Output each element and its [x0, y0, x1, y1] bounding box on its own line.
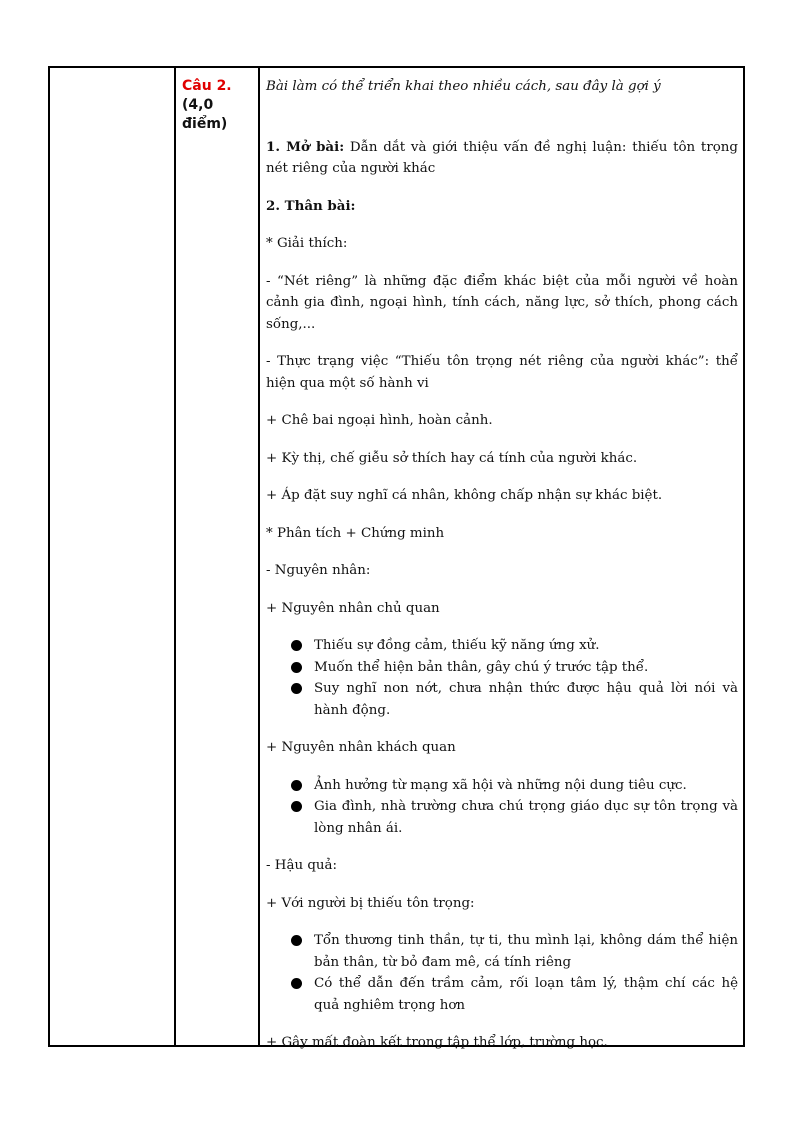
- phan-tich-heading: * Phân tích + Chứng minh: [266, 525, 445, 541]
- net-rieng-definition: - “Nét riêng” là những đặc điểm khác biệt của mỗi người về hoàn cảnh gia đình, ngoại hình, tính cách, năng lực, sở thích, phong cách sống,...: [266, 273, 738, 332]
- khach-quan-heading: + Nguyên nhân khách quan: [266, 740, 456, 755]
- mat-doan-ket: + Gây mất đoàn kết trong tập thể lớp, trường học.: [266, 1035, 608, 1050]
- hanh-vi-item: + Chê bai ngoại hình, hoàn cảnh.: [266, 413, 493, 428]
- khach-quan-list: [266, 775, 738, 840]
- list-item-text: Thiếu sự đồng cảm, thiếu kỹ năng ứng xử.: [314, 638, 600, 653]
- voi-nguoi-list: [266, 930, 738, 1016]
- hanh-vi-item: + Áp đặt suy nghĩ cá nhân, không chấp nhận sự khác biệt.: [266, 488, 663, 503]
- list-item-text: Tổn thương tinh thần, tự ti, thu mình lại, không dám thể hiện bản thân, từ bỏ đam mê, cá tính riêng: [314, 933, 738, 970]
- bullet-icon: [291, 780, 302, 791]
- mo-bai-text: Dẫn dắt và giới thiệu vấn đề nghị luận: thiếu tôn trọng nét riêng của người khác: [266, 139, 738, 176]
- mo-bai: [266, 137, 738, 180]
- bullet-icon: [291, 801, 302, 812]
- list-item-text: Có thể dẫn đến trầm cảm, rối loạn tâm lý, thậm chí các hệ quả nghiêm trọng hơn: [314, 976, 738, 1013]
- answer-cell: [266, 76, 738, 1054]
- than-bai-heading: [266, 196, 738, 218]
- list-item: [266, 973, 738, 1016]
- column-divider: [258, 68, 260, 1045]
- question-points: (4,0: [182, 97, 214, 113]
- list-item-text: Muốn thể hiện bản thân, gây chú ý trước tập thể.: [314, 659, 649, 675]
- thuc-trang: - Thực trạng việc “Thiếu tôn trọng nét riêng của người khác”: thể hiện qua một số hành vi: [266, 354, 738, 391]
- list-item-text: Suy nghĩ non nớt, chưa nhận thức được hậu quả lời nói và hành động.: [314, 681, 738, 718]
- bullet-icon: [291, 640, 302, 651]
- column-divider: [174, 68, 176, 1045]
- question-points-unit: điểm): [182, 116, 228, 132]
- question-number: Câu 2.: [182, 78, 232, 94]
- list-item: [266, 678, 738, 721]
- list-item: [266, 635, 738, 657]
- nguyen-nhan-heading: - Nguyên nhân:: [266, 563, 371, 578]
- mo-bai-label: 1. Mở bài:: [266, 138, 345, 155]
- list-item-text: Ảnh hưởng từ mạng xã hội và những nội dung tiêu cực.: [314, 777, 687, 793]
- intro-text: Bài làm có thể triển khai theo nhiều cách, sau đây là gợi ý: [266, 79, 661, 94]
- giai-thich-heading: * Giải thích:: [266, 236, 348, 251]
- list-item: [266, 657, 738, 679]
- than-bai-label: 2. Thân bài:: [266, 197, 356, 214]
- chu-quan-list: [266, 635, 738, 721]
- hanh-vi-item: + Kỳ thị, chế giễu sở thích hay cá tính của người khác.: [266, 450, 638, 466]
- bullet-icon: [291, 662, 302, 673]
- chu-quan-heading: + Nguyên nhân chủ quan: [266, 600, 440, 616]
- list-item: [266, 796, 738, 839]
- bullet-icon: [291, 935, 302, 946]
- voi-nguoi-heading: + Với người bị thiếu tôn trọng:: [266, 895, 475, 911]
- bullet-icon: [291, 978, 302, 989]
- hau-qua-heading: - Hậu quả:: [266, 858, 338, 873]
- list-item: [266, 775, 738, 797]
- list-item: [266, 930, 738, 973]
- answer-table: [48, 66, 745, 1050]
- question-cell: [182, 77, 254, 134]
- list-item-text: Gia đình, nhà trường chưa chú trọng giáo dục sự tôn trọng và lòng nhân ái.: [314, 799, 738, 836]
- bullet-icon: [291, 683, 302, 694]
